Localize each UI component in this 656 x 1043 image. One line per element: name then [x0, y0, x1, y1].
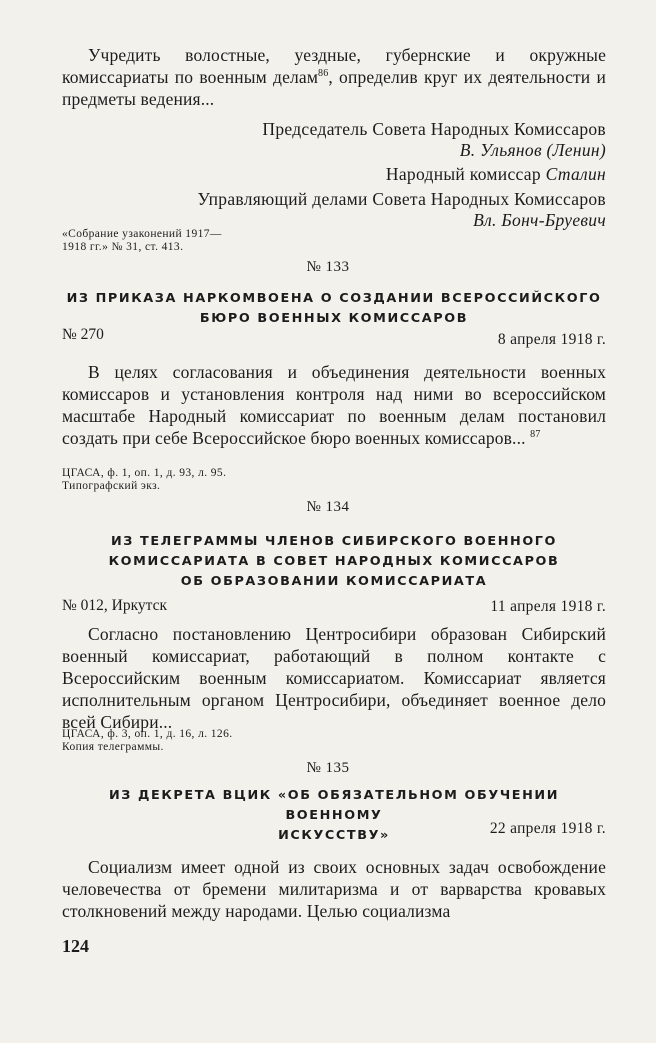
- footnote-ref: 87: [530, 429, 541, 441]
- signature-commissar: Народный комиссар Сталин: [385, 164, 606, 184]
- doc134-source-line2: Копия телеграммы.: [62, 741, 164, 753]
- signature-chairman-title: Председатель Совета Народных Комиссаров: [262, 119, 606, 139]
- doc134-date: 11 апреля 1918 г.: [490, 598, 606, 615]
- doc135-date: 22 апреля 1918 г.: [489, 820, 606, 837]
- doc134-number: № 134: [306, 499, 350, 515]
- doc135-number: № 135: [306, 760, 350, 776]
- signature-chairman-name: В. Ульянов (Ленин): [459, 140, 606, 160]
- doc133-source-line1: ЦГАСА, ф. 1, оп. 1, д. 93, л. 95.: [62, 467, 227, 479]
- doc134-heading: ИЗ ТЕЛЕГРАММЫ ЧЛЕНОВ СИБИРСКОГО ВОЕННОГО КОМИССАРИАТА В СОВЕТ НАРОДНЫХ КОМИССАРОВ ОБ ОБРАЗОВАНИИ КОМИССАРИАТА: [108, 534, 560, 589]
- doc133-number: № 133: [306, 259, 350, 275]
- doc133-heading: ИЗ ПРИКАЗА НАРКОМВОЕНА О СОЗДАНИИ ВСЕРОССИЙСКОГО БЮРО ВОЕННЫХ КОМИССАРОВ: [66, 291, 602, 326]
- page-number: 124: [62, 936, 89, 956]
- doc132-source-line2: 1918 гг.» № 31, ст. 413.: [62, 241, 184, 253]
- doc133-source-line2: Типографский экз.: [62, 480, 161, 492]
- signature-manager-title: Управляющий делами Совета Народных Комиссаров: [197, 189, 606, 209]
- doc135-paragraph: Социализм имеет одной из своих основных задач освобождение человечества от бремени милитаризма и от варварства кровавых столкновений между народами. Целью социализма: [62, 857, 606, 921]
- doc133-paragraph: В целях согласования и объединения деятельности военных комиссаров и установления контроля над ними во всероссийском масштабе Народный комиссариат по военным делам постановил создать при себе Всероссийское бюро военных комиссаров... $^{87}$: [62, 362, 606, 448]
- doc134-paragraph: Согласно постановлению Центросибири образован Сибирский военный комиссариат, работающий в полном контакте с Всероссийским военным комиссариатом. Комиссариат является исполнительным органом Центросибири, объединяет военное дело всей Сибири...: [62, 624, 606, 732]
- doc134-source-line1: ЦГАСА, ф. 3, оп. 1, д. 16, л. 126.: [62, 728, 233, 740]
- footnote-ref: 86: [318, 68, 329, 80]
- doc132-source-line1: «Собрание узаконений 1917—: [62, 228, 222, 240]
- doc135-heading: ИЗ ДЕКРЕТА ВЦИК «ОБ ОБЯЗАТЕЛЬНОМ ОБУЧЕНИИ ВОЕННОМУ ИСКУССТВУ»: [108, 788, 560, 843]
- doc133-date: 8 апреля 1918 г.: [497, 331, 606, 348]
- signature-manager-name: Вл. Бонч-Бруевич: [473, 210, 606, 230]
- doc133-doc-number: № 270: [62, 326, 104, 343]
- doc134-doc-number: № 012, Иркутск: [62, 597, 168, 614]
- doc132-paragraph: Учредить волостные, уездные, губернские и окружные комиссариаты по военным делам$^{86}$, определив круг их деятельности и предметы ведения...: [62, 45, 606, 109]
